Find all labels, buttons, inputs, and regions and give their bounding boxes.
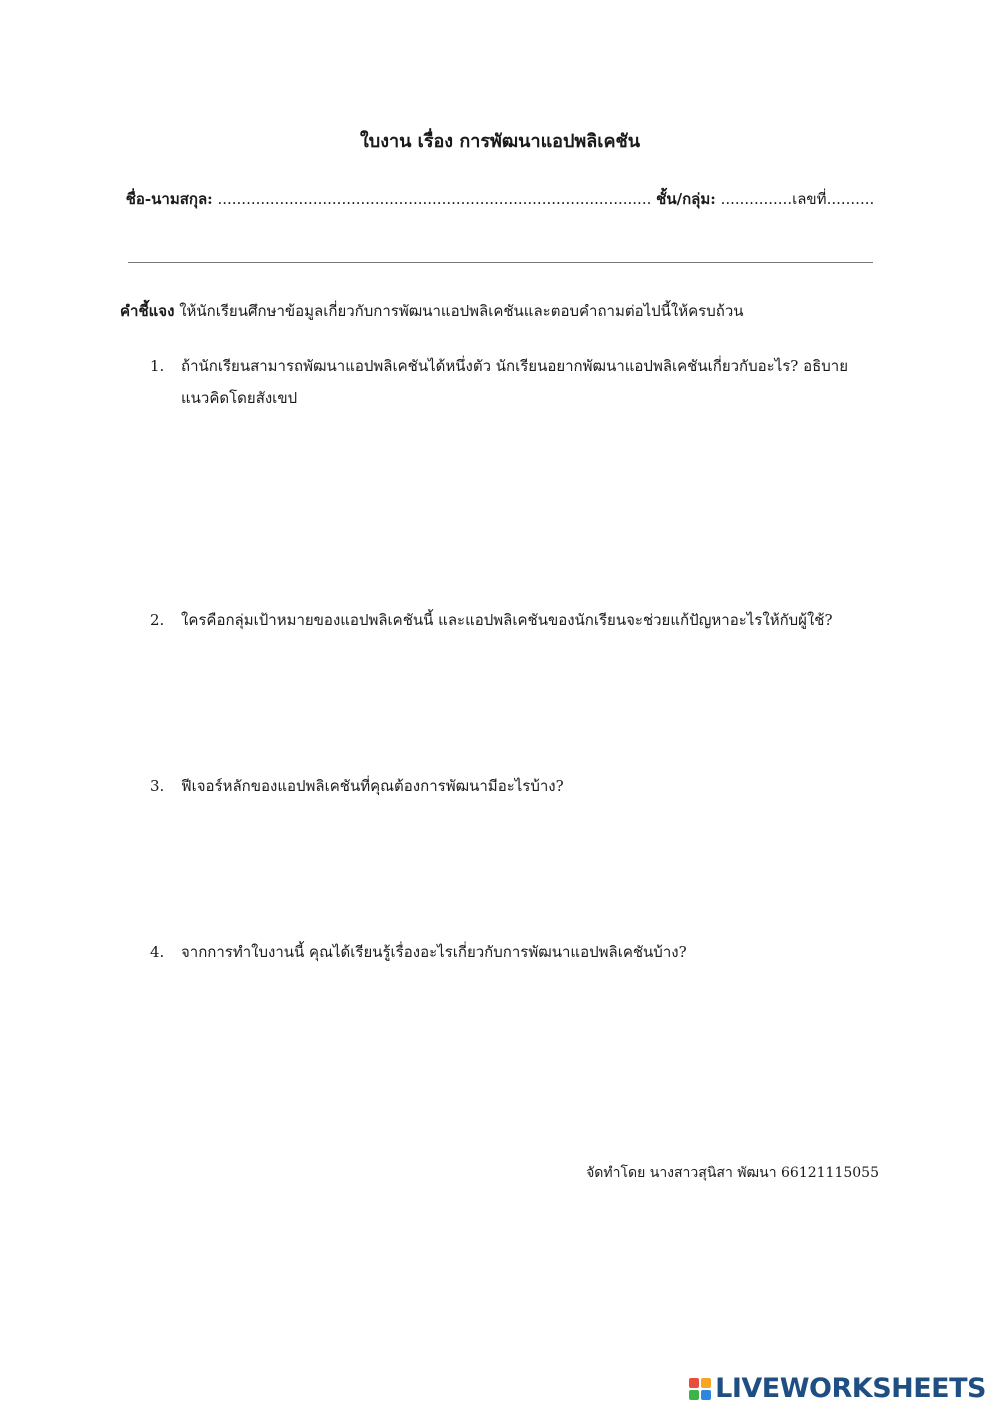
number-label: เลขที่ [792,190,827,208]
question-text: จากการทำใบงานนี้ คุณได้เรียนรู้เรื่องอะไรเกี่ยวกับการพัฒนาแอปพลิเคชันบ้าง? [181,943,687,961]
question-3 [150,770,850,802]
question-1 [150,350,850,414]
number-blank: .......... [826,190,875,208]
name-label: ชื่อ-นามสกุล: [125,190,213,208]
instruction [120,299,880,323]
question-number: 4. [150,943,165,961]
brand-name: LIVEWORKSHEETS [715,1373,986,1404]
class-label: ชั้น/กลุ่ม: [656,190,716,208]
question-number: 3. [150,777,165,795]
liveworksheets-brand [689,1375,986,1402]
question-2 [150,604,850,636]
question-text: ฟีเจอร์หลักของแอปพลิเคชันที่คุณต้องการพัฒนามีอะไรบ้าง? [181,777,564,795]
author-credit: จัดทำโดย นางสาวสุนิสา พัฒนา 66121115055 [586,1165,879,1181]
instruction-label: คำชี้แจง [120,302,175,320]
logo-square [689,1390,699,1400]
liveworksheets-logo-icon [689,1378,711,1400]
question-text: ถ้านักเรียนสามารถพัฒนาแอปพลิเคชันได้หนึ่งตัว นักเรียนอยากพัฒนาแอปพลิเคชันเกี่ยวกับอะไร? อธิบายแนวคิดโดยสังเขป [181,357,849,407]
name-blank: ........................................................................................... [217,190,652,208]
question-number: 2. [150,611,165,629]
logo-square [701,1378,711,1388]
question-number: 1. [150,357,165,375]
logo-square [689,1378,699,1388]
logo-square [701,1390,711,1400]
instruction-text: ให้นักเรียนศึกษาข้อมูลเกี่ยวกับการพัฒนาแอปพลิเคชันและตอบคำถามต่อไปนี้ให้ครบถ้วน [179,302,744,320]
question-text: ใครคือกลุ่มเป้าหมายของแอปพลิเคชันนี้ และแอปพลิเคชันของนักเรียนจะช่วยแก้ปัญหาอะไรให้กับผู้ใช้? [181,611,833,629]
student-info-line [0,187,1000,211]
header-divider [128,262,873,263]
worksheet-title: ใบงาน เรื่อง การพัฒนาแอปพลิเคชัน [359,131,641,152]
question-4 [150,936,850,968]
class-blank: ............... [720,190,793,208]
